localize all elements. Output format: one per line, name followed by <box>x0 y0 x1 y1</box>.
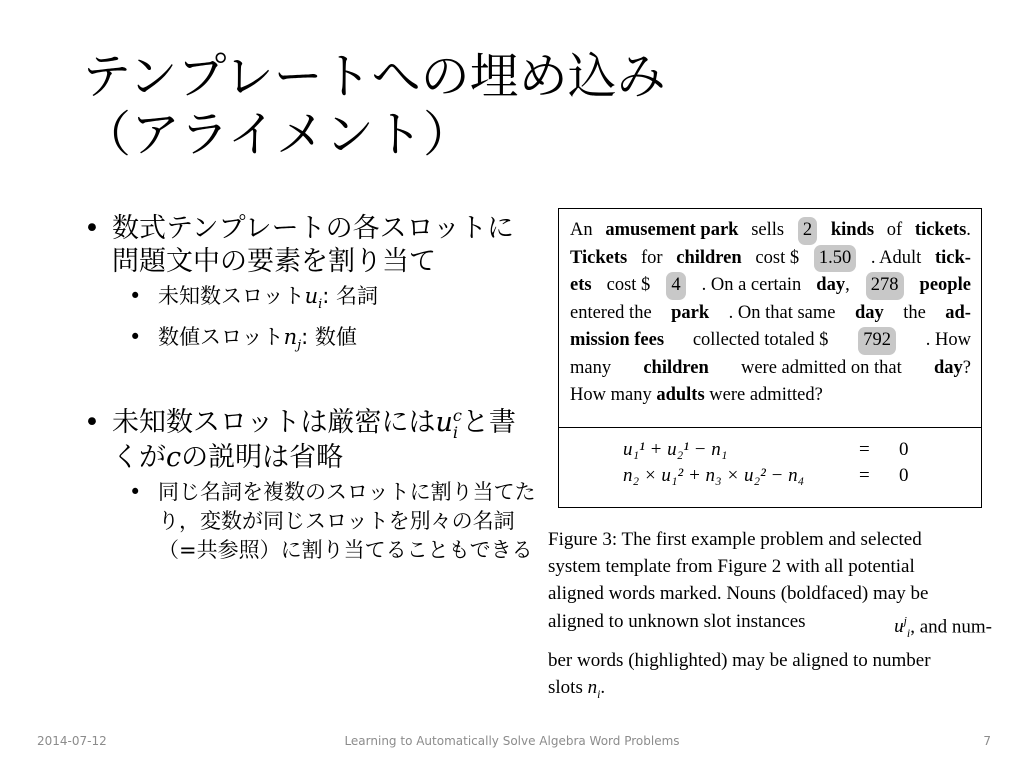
problem-line: entered the park . On that same day the ad- <box>570 302 971 323</box>
slide-footer <box>0 734 1024 754</box>
problem-line: How many adults were admitted? <box>570 385 823 405</box>
sub-bullet-number-slot: • 数値スロット$n_j$: 数値 <box>80 323 540 360</box>
equation-system <box>623 437 923 489</box>
number-highlight: 4 <box>666 272 685 300</box>
title-line-2: （アライメント） <box>82 106 473 163</box>
bullet-1 <box>80 212 540 278</box>
number-highlight: 1.50 <box>814 245 856 273</box>
slide-title <box>82 48 982 164</box>
title-line-1: テンプレートへの埋め込み <box>82 48 666 105</box>
equation-lhs: n₂ × u₁² + n₃ × u₂² − n₄ <box>623 465 805 486</box>
footer-title: Learning to Automatically Solve Algebra Word Problems <box>344 734 680 748</box>
problem-line: many children were admitted on that day? <box>570 357 971 378</box>
problem-line: mission fees collected totaled $ 792 . How <box>570 327 971 355</box>
figure-divider <box>559 427 981 428</box>
equation-row: u₁¹ + u₂¹ − n₁ = 0 <box>623 439 909 460</box>
number-highlight: 278 <box>866 272 904 300</box>
figure-box <box>558 208 982 508</box>
math-n-j: $n_j$ <box>283 325 302 354</box>
bullet-2: • 未知数スロットは厳密にはu c i と書くがcの説明は省略 <box>80 406 540 474</box>
word-problem-text <box>559 209 981 410</box>
number-highlight: 2 <box>798 217 817 245</box>
bullet-list <box>80 212 540 565</box>
footer-date: 2014-07-12 <box>37 734 107 748</box>
page-number: 7 <box>983 734 991 748</box>
equation-lhs: u₁¹ + u₂¹ − n₁ <box>623 439 728 460</box>
sub-bullet-coreference: • 同じ名詞を複数のスロットに割り当てたり，変数が同じスロットを別々の名詞（=共参照）に割り当てることもできる <box>80 478 540 565</box>
sub-bullet-unknown-slot: • 未知数スロット$u_i$: 名詞 <box>80 282 540 319</box>
math-u-i: $u_i$ <box>304 284 323 313</box>
equation-row: n₂ × u₁² + n₃ × u₂² − n₄ = 0 <box>623 465 909 486</box>
number-highlight: 792 <box>858 327 896 355</box>
bullet-1-text: 数式テンプレートの各スロットに問題文中の要素を割り当て <box>112 213 515 277</box>
problem-line: An amusement park sells 2 kinds of tickets. <box>570 217 971 245</box>
problem-line: Tickets for children cost $ 1.50 . Adult tick- <box>570 245 971 273</box>
figure-caption: Figure 3: The first example problem and selected system template from Figure 2 with all potential aligned words marked. Nouns (boldfaced) may be aligned to unknown slot instances $u^j_i$, and num- ber words (highlighted) may be aligned to number slots $n_i$ . <box>548 529 992 701</box>
math-c: c <box>166 441 182 473</box>
problem-line: ets cost $ 4 . On a certain day, 278 people <box>570 272 971 300</box>
math-u-c-i: u c i <box>435 405 462 442</box>
